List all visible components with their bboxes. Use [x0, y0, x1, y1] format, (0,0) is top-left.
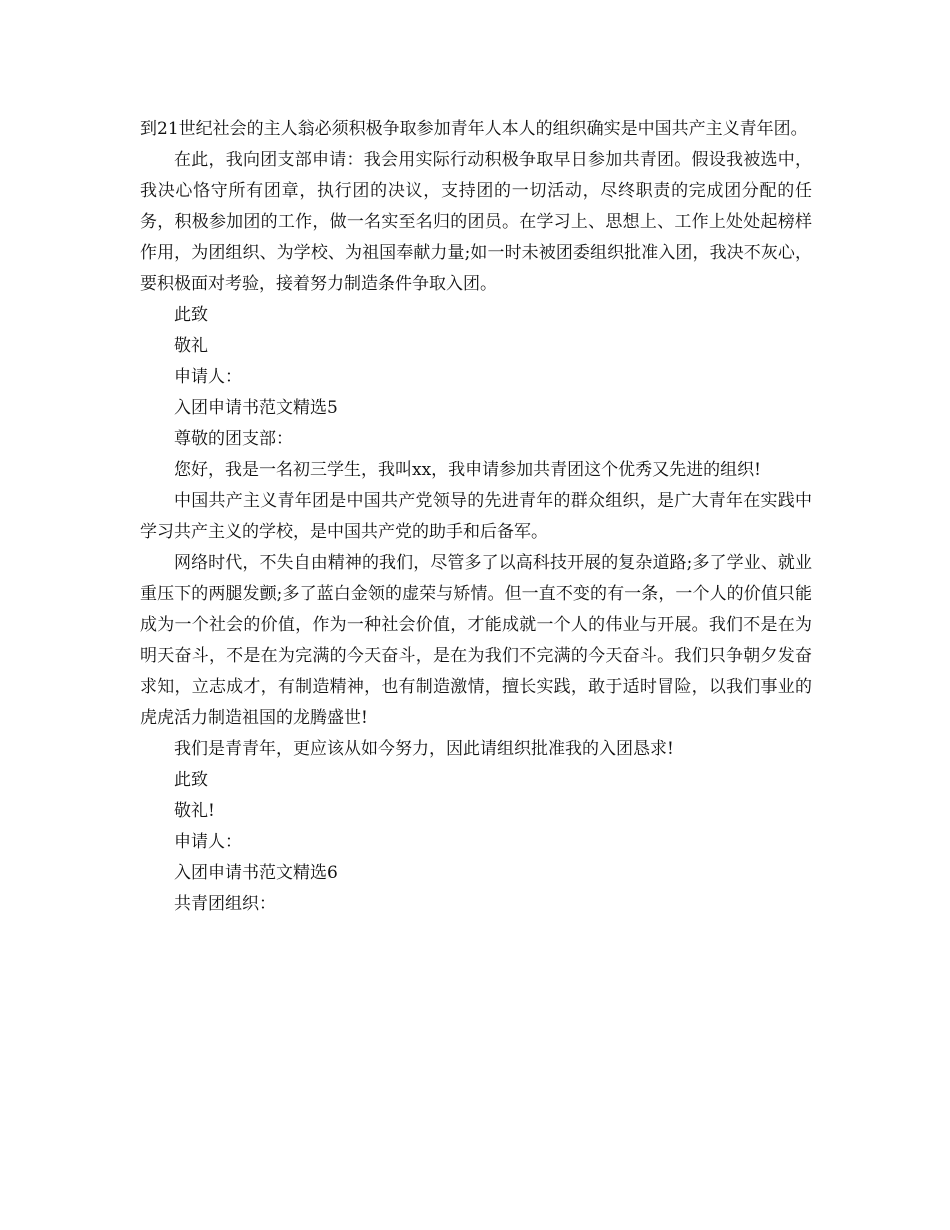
paragraph-introduction: 您好，我是一名初三学生，我叫xx，我申请参加共青团这个优秀又先进的组织!	[174, 460, 762, 480]
applicant-signature-label: 申请人：	[174, 367, 242, 387]
applicant-signature-label: 申请人：	[174, 832, 242, 852]
paragraph-request: 我们是青青年，更应该从如今努力，因此请组织批准我的入团恳求!	[174, 739, 674, 759]
section-heading-sample-5: 入团申请书范文精选5	[174, 398, 338, 418]
letter-greeting: 共青团组织：	[174, 894, 276, 914]
closing-regards: 敬礼!	[174, 801, 215, 821]
paragraph-application-statement: 在此，我向团支部申请：我会用实际行动积极争取早日参加共青团。假设我被选中，我决心恪守所有团章，执行团的决议，支持团的一切活动，尽终职责的完成团分配的任务，积极参加团的工作，做一名实至名归的团员。在学习上、思想上、工作上处处起榜样作用，为团组织、为学校、为祖国奉献力量;如一时未被团委组织批准入团，我决不灰心，要积极面对考验，接着努力制造条件争取入团。	[140, 150, 812, 294]
closing-salutation: 此致	[174, 305, 208, 325]
closing-salutation: 此致	[174, 770, 208, 790]
letter-greeting: 尊敬的团支部：	[174, 429, 293, 449]
paragraph-network-era: 网络时代，不失自由精神的我们，尽管多了以高科技开展的复杂道路;多了学业、就业重压下的两腿发颤;多了蓝白金领的虚荣与矫情。但一直不变的有一条，一个人的价值只能成为一个社会的价值，作为一种社会价值，才能成就一个人的伟业与开展。我们不是在为明天奋斗，不是在为完满的今天奋斗，是在为我们不完满的今天奋斗。我们只争朝夕发奋求知，立志成才，有制造精神，也有制造激情，擅长实践，敢于适时冒险，以我们事业的虎虎活力制造祖国的龙腾盛世!	[140, 553, 812, 728]
paragraph-league-description: 中国共产主义青年团是中国共产党领导的先进青年的群众组织，是广大青年在实践中学习共产主义的学校，是中国共产党的助手和后备军。	[140, 491, 812, 542]
closing-regards: 敬礼	[174, 336, 208, 356]
paragraph-continuation: 到21世纪社会的主人翁必须积极争取参加青年人本人的组织确实是中国共产主义青年团。	[140, 119, 808, 139]
document-body	[140, 114, 812, 920]
section-heading-sample-6: 入团申请书范文精选6	[174, 863, 338, 883]
